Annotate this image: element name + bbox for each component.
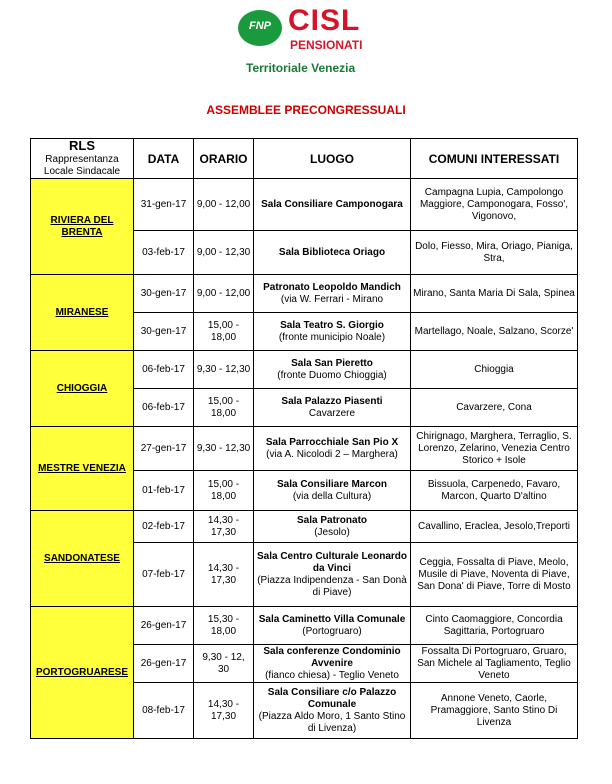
time-cell: 9,30 - 12,30 <box>194 351 254 389</box>
place-detail: (fronte municipio Noale) <box>278 331 386 343</box>
place-name: Sala Parrocchiale San Pio X <box>265 436 399 448</box>
place-detail: (via della Cultura) <box>292 490 372 502</box>
place-detail: (Portogruaro) <box>302 625 362 637</box>
place-cell <box>254 607 411 645</box>
header-rls-sublabel: Rappresentanza Locale Sindacale <box>43 154 121 177</box>
place-detail: Cavarzere <box>308 407 356 419</box>
municipalities-cell: Martellago, Noale, Salzano, Scorze' <box>411 313 578 351</box>
date-cell: 06-feb-17 <box>134 389 194 427</box>
table-row <box>31 427 578 471</box>
municipalities-cell: Bissuola, Carpenedo, Favaro, Marcon, Quarto D'altino <box>411 471 578 511</box>
table-body <box>31 179 578 739</box>
place-name: Sala Teatro S. Giorgio <box>280 319 384 331</box>
logo-name: CISL <box>288 4 361 37</box>
date-cell: 07-feb-17 <box>134 543 194 607</box>
place-name: Sala conferenze Condominio Avvenire <box>263 645 401 669</box>
place-detail: (Piazza Aldo Moro, 1 Santo Stino di Livenza) <box>258 710 406 734</box>
date-cell: 01-feb-17 <box>134 471 194 511</box>
place-cell <box>254 179 411 231</box>
logo-territory: Territoriale Venezia <box>246 61 356 75</box>
municipalities-cell: Dolo, Fiesso, Mira, Oriago, Pianiga, Stra, <box>411 231 578 275</box>
date-cell: 30-gen-17 <box>134 313 194 351</box>
place-cell <box>254 543 411 607</box>
date-cell: 08-feb-17 <box>134 683 194 739</box>
header-comuni: COMUNI INTERESSATI <box>411 139 578 179</box>
time-cell: 14,30 - 17,30 <box>194 511 254 543</box>
place-name: Patronato Leopoldo Mandich <box>263 281 401 293</box>
place-detail: (Jesolo) <box>314 526 350 538</box>
municipalities-cell: Chirignago, Marghera, Terraglio, S. Lorenzo, Zelarino, Venezia Centro Storico + Isole <box>411 427 578 471</box>
time-cell: 15,00 - 18,00 <box>194 313 254 351</box>
place-name: Sala Consiliare Marcon <box>276 478 388 490</box>
place-detail: (fronte Duomo Chioggia) <box>277 369 387 381</box>
table-row <box>31 607 578 645</box>
place-name: Sala Caminetto Villa Comunale <box>258 613 406 625</box>
header-row <box>31 139 578 179</box>
time-cell: 9,00 - 12,00 <box>194 179 254 231</box>
place-cell <box>254 683 411 739</box>
header-data: DATA <box>134 139 194 179</box>
place-cell <box>254 351 411 389</box>
municipalities-cell: Campagna Lupia, Campolongo Maggiore, Camponogara, Fosso', Vigonovo, <box>411 179 578 231</box>
header-luogo: LUOGO <box>254 139 411 179</box>
time-cell: 15,00 - 18,00 <box>194 389 254 427</box>
place-cell <box>254 471 411 511</box>
table-row <box>31 179 578 231</box>
time-cell: 9,00 - 12,30 <box>194 231 254 275</box>
rls-cell: MIRANESE <box>31 275 134 351</box>
place-name: Sala Consiliare Camponogara <box>261 198 403 210</box>
document-title: ASSEMBLEE PRECONGRESSUALI <box>206 103 406 117</box>
rls-cell: MESTRE VENEZIA <box>31 427 134 511</box>
municipalities-cell: Fossalta Di Portogruaro, Gruaro, San Michele al Tagliamento, Teglio Veneto <box>411 645 578 683</box>
municipalities-cell: Chioggia <box>411 351 578 389</box>
logo-badge: FNP <box>249 20 271 32</box>
time-cell: 15,30 - 18,00 <box>194 607 254 645</box>
place-detail: (Piazza Indipendenza - San Donà di Piave) <box>257 574 407 598</box>
place-detail: (via A. Nicolodi 2 – Marghera) <box>266 448 398 460</box>
place-cell <box>254 231 411 275</box>
logo <box>238 4 378 78</box>
place-cell <box>254 313 411 351</box>
date-cell: 26-gen-17 <box>134 645 194 683</box>
municipalities-cell: Mirano, Santa Maria Di Sala, Spinea <box>411 275 578 313</box>
time-cell: 9,30 - 12, 30 <box>194 645 254 683</box>
rls-cell: RIVIERA DEL BRENTA <box>31 179 134 275</box>
place-name: Sala Biblioteca Oriago <box>278 246 386 258</box>
place-cell <box>254 645 411 683</box>
place-name: Sala Consiliare c/o Palazzo Comunale <box>267 686 397 710</box>
time-cell: 14,30 - 17,30 <box>194 543 254 607</box>
time-cell: 15,00 - 18,00 <box>194 471 254 511</box>
rls-cell: SANDONATESE <box>31 511 134 607</box>
time-cell: 9,30 - 12,30 <box>194 427 254 471</box>
municipalities-cell: Ceggia, Fossalta di Piave, Meolo, Musile di Piave, Noventa di Piave, San Dona' di Piave, Torre di Mosto <box>411 543 578 607</box>
table-row <box>31 511 578 543</box>
rls-cell: PORTOGRUARESE <box>31 607 134 739</box>
table-row <box>31 275 578 313</box>
place-cell <box>254 427 411 471</box>
date-cell: 03-feb-17 <box>134 231 194 275</box>
date-cell: 26-gen-17 <box>134 607 194 645</box>
place-cell <box>254 511 411 543</box>
rls-cell: CHIOGGIA <box>31 351 134 427</box>
header-rls-label: RLS <box>69 138 95 153</box>
header-orario: ORARIO <box>194 139 254 179</box>
place-name: Sala Palazzo Piasenti <box>281 395 383 407</box>
place-detail: (fianco chiesa) - Teglio Veneto <box>265 669 399 681</box>
municipalities-cell: Cavallino, Eraclea, Jesolo,Treporti <box>411 511 578 543</box>
date-cell: 06-feb-17 <box>134 351 194 389</box>
time-cell: 9,00 - 12,00 <box>194 275 254 313</box>
municipalities-cell: Cavarzere, Cona <box>411 389 578 427</box>
place-cell <box>254 275 411 313</box>
logo-subtitle: PENSIONATI <box>290 38 363 52</box>
assemblies-table <box>30 138 578 739</box>
table-row <box>31 351 578 389</box>
date-cell: 30-gen-17 <box>134 275 194 313</box>
date-cell: 27-gen-17 <box>134 427 194 471</box>
place-name: Sala Patronato <box>296 514 368 526</box>
header-rls <box>31 139 134 179</box>
date-cell: 02-feb-17 <box>134 511 194 543</box>
place-cell <box>254 389 411 427</box>
municipalities-cell: Annone Veneto, Caorle, Pramaggiore, Santo Stino Di Livenza <box>411 683 578 739</box>
time-cell: 14,30 - 17,30 <box>194 683 254 739</box>
municipalities-cell: Cinto Caomaggiore, Concordia Sagittaria, Portogruaro <box>411 607 578 645</box>
place-name: Sala Centro Culturale Leonardo da Vinci <box>256 550 408 574</box>
place-detail: (via W. Ferrari - Mirano <box>280 293 384 305</box>
place-name: Sala San Pieretto <box>291 357 373 369</box>
date-cell: 31-gen-17 <box>134 179 194 231</box>
